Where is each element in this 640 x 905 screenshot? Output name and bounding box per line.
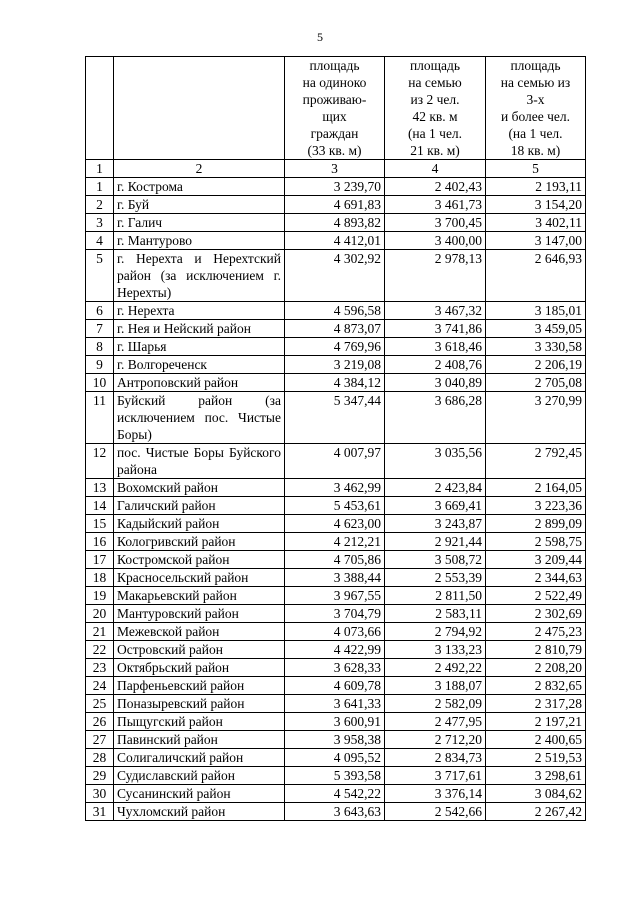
header-col4 <box>385 57 486 160</box>
table-row <box>86 320 586 338</box>
value-family-2: 2 582,09 <box>385 695 486 713</box>
value-family-2: 3 040,89 <box>385 374 486 392</box>
value-family-3: 3 209,44 <box>486 551 586 569</box>
value-single: 3 219,08 <box>285 356 385 374</box>
value-single: 3 462,99 <box>285 479 385 497</box>
table-row <box>86 677 586 695</box>
header-col3-line: (33 кв. м) <box>307 143 362 158</box>
row-number: 14 <box>86 497 114 515</box>
value-family-3: 2 164,05 <box>486 479 586 497</box>
row-number: 19 <box>86 587 114 605</box>
table-row <box>86 659 586 677</box>
value-family-2: 3 400,00 <box>385 232 486 250</box>
value-single: 4 691,83 <box>285 196 385 214</box>
header-col5-line: 18 кв. м) <box>510 143 561 158</box>
value-single: 4 007,97 <box>285 444 385 479</box>
value-single: 4 705,86 <box>285 551 385 569</box>
table-row <box>86 785 586 803</box>
value-single: 5 347,44 <box>285 392 385 444</box>
table-row <box>86 392 586 444</box>
row-number: 30 <box>86 785 114 803</box>
table-row <box>86 641 586 659</box>
table-row <box>86 338 586 356</box>
table-row <box>86 695 586 713</box>
value-single: 4 596,58 <box>285 302 385 320</box>
header-col4-line: 21 кв. м) <box>410 143 460 158</box>
value-single: 4 212,21 <box>285 533 385 551</box>
header-col4-line: из 2 чел. <box>410 92 460 107</box>
value-single: 3 628,33 <box>285 659 385 677</box>
territory-name: Мантуровский район <box>114 605 285 623</box>
table-row <box>86 803 586 821</box>
value-family-3: 2 197,21 <box>486 713 586 731</box>
table-row <box>86 232 586 250</box>
value-family-3: 3 330,58 <box>486 338 586 356</box>
value-single: 4 542,22 <box>285 785 385 803</box>
row-number: 18 <box>86 569 114 587</box>
territory-name: г. Нея и Нейский район <box>114 320 285 338</box>
value-single: 3 643,63 <box>285 803 385 821</box>
value-single: 4 623,00 <box>285 515 385 533</box>
value-family-2: 2 408,76 <box>385 356 486 374</box>
table-row <box>86 569 586 587</box>
value-family-2: 3 508,72 <box>385 551 486 569</box>
value-single: 4 422,99 <box>285 641 385 659</box>
value-family-3: 2 598,75 <box>486 533 586 551</box>
territory-name: Павинский район <box>114 731 285 749</box>
value-family-3: 3 402,11 <box>486 214 586 232</box>
territory-name: Судиславский район <box>114 767 285 785</box>
value-single: 3 600,91 <box>285 713 385 731</box>
value-family-2: 2 477,95 <box>385 713 486 731</box>
table-row <box>86 374 586 392</box>
row-number: 29 <box>86 767 114 785</box>
header-col3 <box>285 57 385 160</box>
value-family-3: 2 193,11 <box>486 178 586 196</box>
column-number-row <box>86 160 586 178</box>
territory-name: Пыщугский район <box>114 713 285 731</box>
value-family-3: 2 792,45 <box>486 444 586 479</box>
value-family-3: 2 705,08 <box>486 374 586 392</box>
value-family-3: 2 344,63 <box>486 569 586 587</box>
table-row <box>86 196 586 214</box>
value-family-2: 2 834,73 <box>385 749 486 767</box>
value-family-2: 2 921,44 <box>385 533 486 551</box>
table-row <box>86 533 586 551</box>
column-number: 5 <box>486 160 586 178</box>
page-number: 5 <box>317 30 323 44</box>
territory-name: г. Шарья <box>114 338 285 356</box>
value-family-3: 2 832,65 <box>486 677 586 695</box>
column-number: 4 <box>385 160 486 178</box>
territory-name: Межевской район <box>114 623 285 641</box>
territory-name: пос. Чистые Боры Буйского района <box>114 444 285 479</box>
value-family-3: 3 154,20 <box>486 196 586 214</box>
column-number: 1 <box>86 160 114 178</box>
value-family-2: 3 376,14 <box>385 785 486 803</box>
row-number: 9 <box>86 356 114 374</box>
value-single: 4 384,12 <box>285 374 385 392</box>
row-number: 20 <box>86 605 114 623</box>
header-col5-line: и более чел. <box>500 109 571 124</box>
table-row <box>86 749 586 767</box>
value-family-3: 2 475,23 <box>486 623 586 641</box>
value-family-3: 2 206,19 <box>486 356 586 374</box>
value-family-2: 3 188,07 <box>385 677 486 695</box>
header-col5-line: на семью из <box>500 75 571 90</box>
table-row <box>86 515 586 533</box>
territory-name: Макарьевский район <box>114 587 285 605</box>
value-family-3: 2 810,79 <box>486 641 586 659</box>
territory-name: г. Галич <box>114 214 285 232</box>
value-single: 4 412,01 <box>285 232 385 250</box>
value-family-2: 2 492,22 <box>385 659 486 677</box>
value-single: 5 453,61 <box>285 497 385 515</box>
table-row <box>86 551 586 569</box>
value-family-2: 3 700,45 <box>385 214 486 232</box>
territory-name: Островский район <box>114 641 285 659</box>
value-family-3: 3 185,01 <box>486 302 586 320</box>
value-family-2: 3 717,61 <box>385 767 486 785</box>
territory-name: Костромской район <box>114 551 285 569</box>
row-number: 8 <box>86 338 114 356</box>
value-family-2: 3 461,73 <box>385 196 486 214</box>
header-col3-line: проживаю- <box>302 92 367 107</box>
value-family-3: 2 400,65 <box>486 731 586 749</box>
table-header <box>86 57 586 160</box>
column-number: 3 <box>285 160 385 178</box>
row-number: 2 <box>86 196 114 214</box>
territory-name: Солигаличский район <box>114 749 285 767</box>
row-number: 6 <box>86 302 114 320</box>
value-single: 3 388,44 <box>285 569 385 587</box>
table-row <box>86 587 586 605</box>
value-family-2: 2 423,84 <box>385 479 486 497</box>
territory-name: г. Кострома <box>114 178 285 196</box>
value-family-2: 3 133,23 <box>385 641 486 659</box>
territory-name: Октябрьский район <box>114 659 285 677</box>
value-single: 3 704,79 <box>285 605 385 623</box>
value-family-2: 2 794,92 <box>385 623 486 641</box>
territory-name: г. Нерехта и Нерехтский район (за исключением г. Нерехты) <box>114 250 285 302</box>
row-number: 26 <box>86 713 114 731</box>
value-family-3: 3 270,99 <box>486 392 586 444</box>
row-number: 16 <box>86 533 114 551</box>
header-col3-line: площадь <box>309 58 360 73</box>
row-number: 24 <box>86 677 114 695</box>
value-family-2: 2 811,50 <box>385 587 486 605</box>
value-family-3: 2 302,69 <box>486 605 586 623</box>
value-family-3: 3 084,62 <box>486 785 586 803</box>
table-row <box>86 731 586 749</box>
territory-name: Галичский район <box>114 497 285 515</box>
table-row <box>86 214 586 232</box>
row-number: 17 <box>86 551 114 569</box>
value-family-3: 3 223,36 <box>486 497 586 515</box>
value-family-2: 3 035,56 <box>385 444 486 479</box>
territory-name: Кологривский район <box>114 533 285 551</box>
value-family-2: 2 583,11 <box>385 605 486 623</box>
header-col2 <box>114 57 285 160</box>
territory-name: Поназыревский район <box>114 695 285 713</box>
value-single: 3 967,55 <box>285 587 385 605</box>
table-row <box>86 356 586 374</box>
value-family-2: 2 553,39 <box>385 569 486 587</box>
row-number: 5 <box>86 250 114 302</box>
value-family-3: 2 522,49 <box>486 587 586 605</box>
column-number: 2 <box>114 160 285 178</box>
value-family-2: 3 741,86 <box>385 320 486 338</box>
value-single: 4 095,52 <box>285 749 385 767</box>
value-single: 3 958,38 <box>285 731 385 749</box>
header-col5-line: (на 1 чел. <box>508 126 563 141</box>
header-col5-line: площадь <box>510 58 561 73</box>
value-single: 4 302,92 <box>285 250 385 302</box>
row-number: 4 <box>86 232 114 250</box>
value-family-2: 2 712,20 <box>385 731 486 749</box>
value-family-3: 2 899,09 <box>486 515 586 533</box>
value-single: 3 239,70 <box>285 178 385 196</box>
table-row <box>86 767 586 785</box>
table-row <box>86 302 586 320</box>
value-family-3: 3 147,00 <box>486 232 586 250</box>
value-family-2: 3 467,32 <box>385 302 486 320</box>
value-family-2: 3 686,28 <box>385 392 486 444</box>
table-row <box>86 444 586 479</box>
territory-name: Кадыйский район <box>114 515 285 533</box>
table-row <box>86 178 586 196</box>
row-number: 11 <box>86 392 114 444</box>
value-family-3: 2 208,20 <box>486 659 586 677</box>
row-number: 25 <box>86 695 114 713</box>
value-family-3: 2 519,53 <box>486 749 586 767</box>
value-family-3: 2 267,42 <box>486 803 586 821</box>
row-number: 15 <box>86 515 114 533</box>
row-number: 31 <box>86 803 114 821</box>
value-family-2: 2 402,43 <box>385 178 486 196</box>
value-family-2: 3 618,46 <box>385 338 486 356</box>
header-col4-line: на семью <box>408 75 462 90</box>
territory-name: Сусанинский район <box>114 785 285 803</box>
row-number: 3 <box>86 214 114 232</box>
row-number: 23 <box>86 659 114 677</box>
territory-name: Антроповский район <box>114 374 285 392</box>
value-single: 3 641,33 <box>285 695 385 713</box>
value-single: 4 769,96 <box>285 338 385 356</box>
header-col3-line: на одиноко <box>302 75 367 90</box>
row-number: 7 <box>86 320 114 338</box>
row-number: 12 <box>86 444 114 479</box>
table-row <box>86 497 586 515</box>
header-col5 <box>486 57 586 160</box>
row-number: 21 <box>86 623 114 641</box>
value-single: 4 073,66 <box>285 623 385 641</box>
row-number: 22 <box>86 641 114 659</box>
value-family-3: 2 646,93 <box>486 250 586 302</box>
value-single: 5 393,58 <box>285 767 385 785</box>
header-col3-line: щих <box>322 109 347 124</box>
table-body <box>86 160 586 821</box>
table-row <box>86 713 586 731</box>
territory-name: Вохомский район <box>114 479 285 497</box>
row-number: 13 <box>86 479 114 497</box>
value-single: 4 873,07 <box>285 320 385 338</box>
table-row <box>86 479 586 497</box>
value-family-3: 3 459,05 <box>486 320 586 338</box>
value-family-2: 2 542,66 <box>385 803 486 821</box>
row-number: 27 <box>86 731 114 749</box>
header-col5-line: 3-х <box>526 92 545 107</box>
territory-name: г. Буй <box>114 196 285 214</box>
value-family-3: 2 317,28 <box>486 695 586 713</box>
value-family-2: 3 243,87 <box>385 515 486 533</box>
territory-name: Парфеньевский район <box>114 677 285 695</box>
row-number: 28 <box>86 749 114 767</box>
row-number: 1 <box>86 178 114 196</box>
territory-name: г. Нерехта <box>114 302 285 320</box>
territory-name: г. Волгореченск <box>114 356 285 374</box>
value-single: 4 893,82 <box>285 214 385 232</box>
value-family-2: 3 669,41 <box>385 497 486 515</box>
data-table <box>85 56 586 821</box>
table-row <box>86 250 586 302</box>
value-single: 4 609,78 <box>285 677 385 695</box>
header-col4-line: площадь <box>409 58 461 73</box>
territory-name: Буйский район (за исключением пос. Чистые Боры) <box>114 392 285 444</box>
value-family-3: 3 298,61 <box>486 767 586 785</box>
header-col4-line: 42 кв. м <box>412 109 458 124</box>
table-row <box>86 623 586 641</box>
table-row <box>86 605 586 623</box>
territory-name: Чухломский район <box>114 803 285 821</box>
territory-name: г. Мантурово <box>114 232 285 250</box>
header-col1 <box>86 57 114 160</box>
territory-name: Красносельский район <box>114 569 285 587</box>
value-family-2: 2 978,13 <box>385 250 486 302</box>
row-number: 10 <box>86 374 114 392</box>
header-col3-line: граждан <box>310 126 359 141</box>
header-col4-line: (на 1 чел. <box>407 126 463 141</box>
